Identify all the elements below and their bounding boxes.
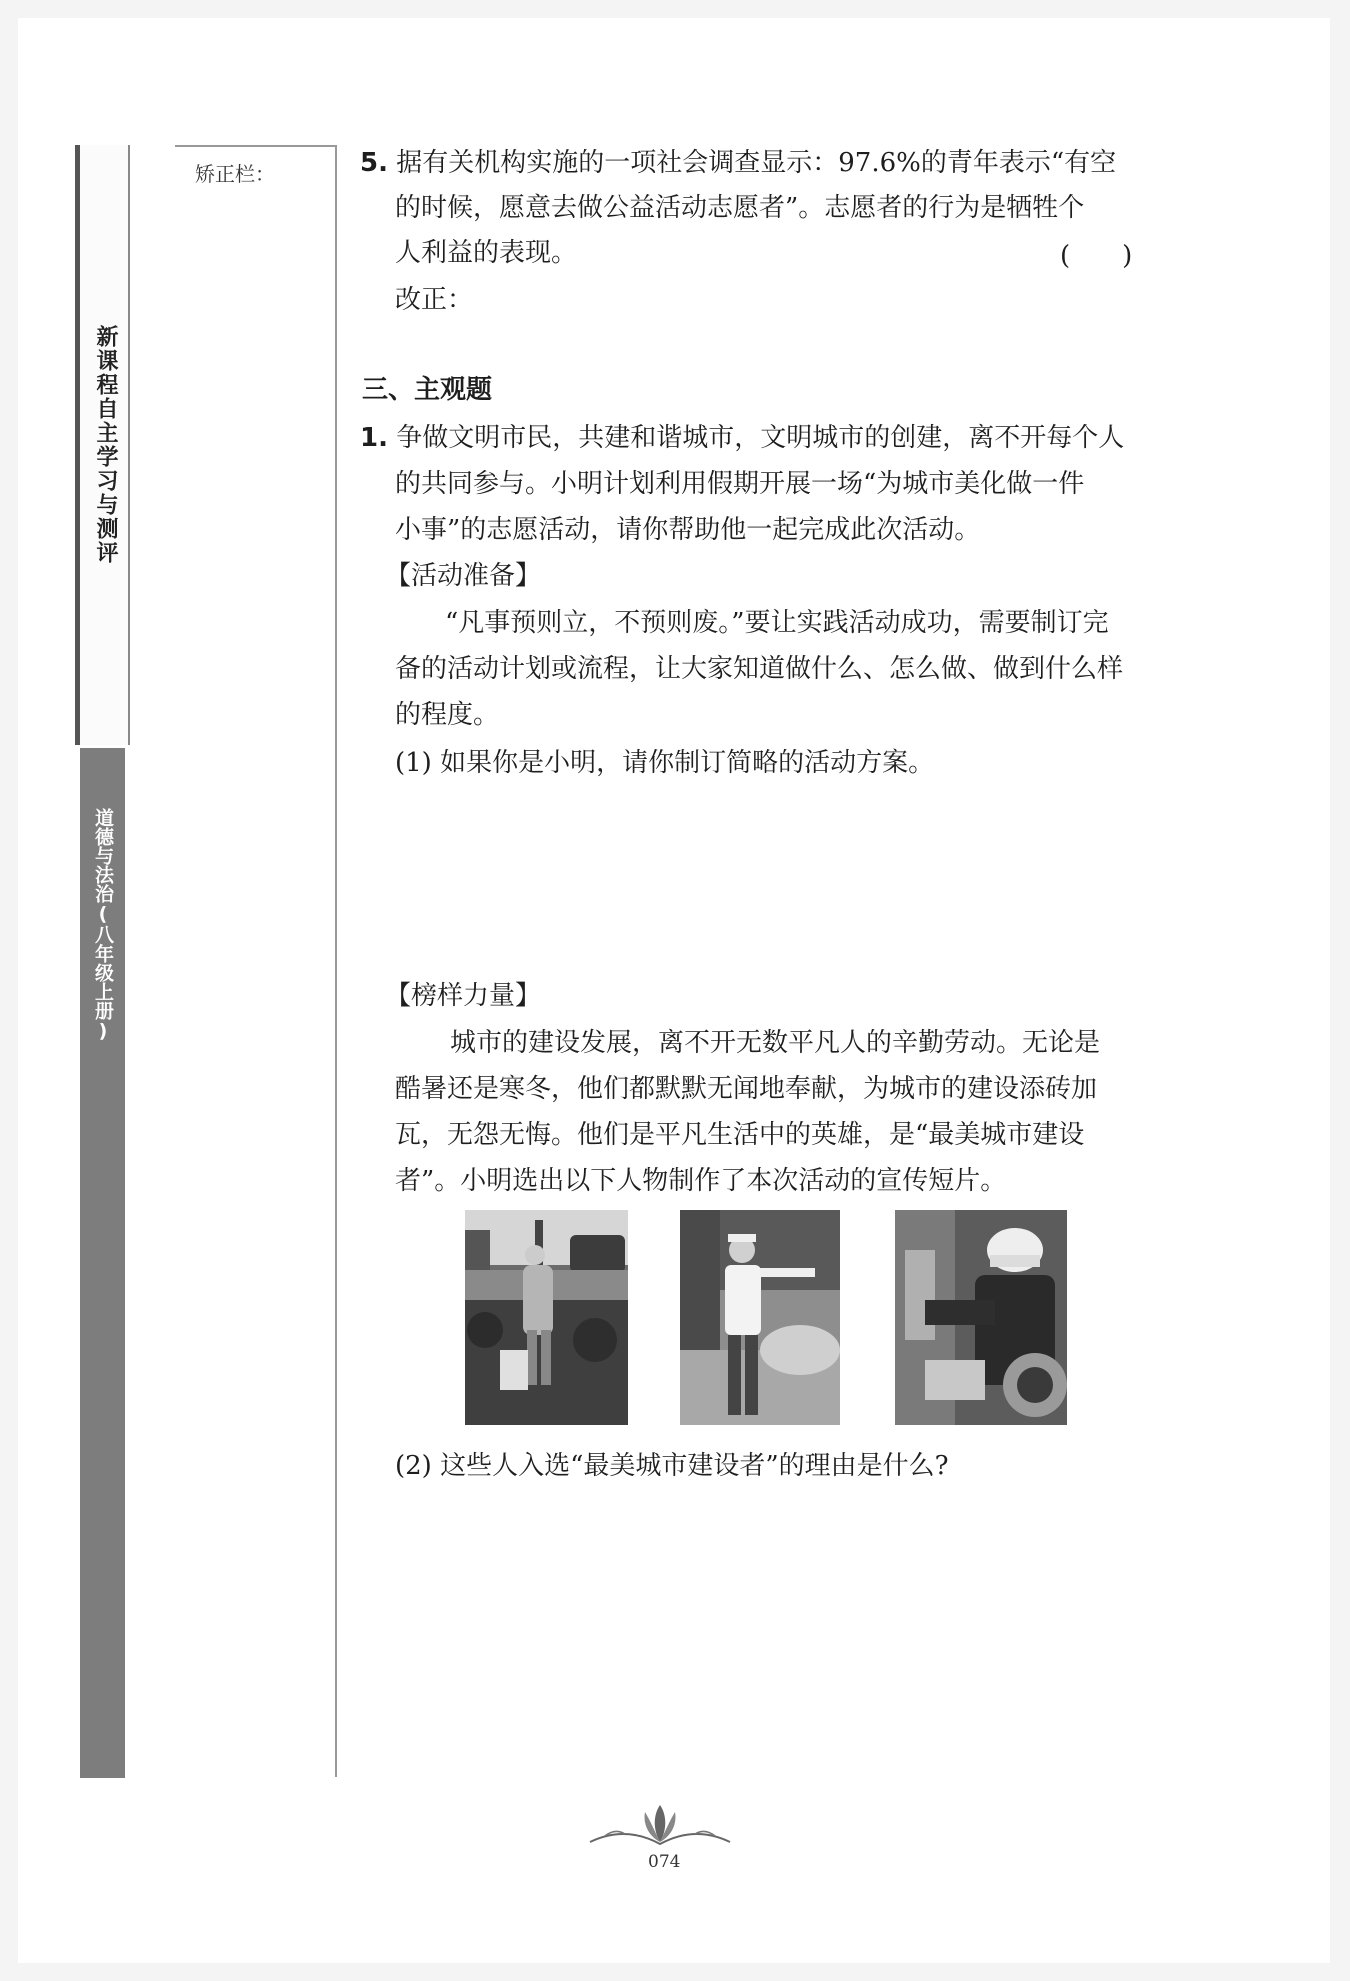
q5-line3: 人利益的表现。 [395, 238, 578, 268]
q1-number: 1. [360, 423, 388, 453]
correction-column [175, 145, 337, 1777]
prep-heading: 【活动准备】 [385, 561, 542, 591]
q5-line2: 的时候，愿意去做公益活动志愿者”。志愿者的行为是牺牲个 [395, 193, 1085, 223]
q5-text-1: 据有关机构实施的一项社会调查显示：97.6%的青年表示“有空 [396, 148, 1117, 178]
footer-ornament-icon [585, 1800, 735, 1854]
prep-paragraph-1: “凡事预则立，不预则废。”要让实践活动成功，需要制订完 [445, 608, 1109, 638]
model-paragraph-4: 者”。小明选出以下人物制作了本次活动的宣传短片。 [395, 1166, 1007, 1196]
q1-line3: 小事”的志愿活动，请你帮助他一起完成此次活动。 [395, 515, 981, 545]
prep-paragraph-2: 备的活动计划或流程，让大家知道做什么、怎么做、做到什么样 [395, 654, 1124, 684]
prep-paragraph-3: 的程度。 [395, 700, 500, 730]
model-paragraph-2: 酷暑还是寒冬，他们都默默无闻地奉献，为城市的建设添砖加 [395, 1074, 1098, 1104]
model-paragraph-1: 城市的建设发展，离不开无数平凡人的辛勤劳动。无论是 [450, 1028, 1101, 1058]
correction-label: 矫正栏： [195, 162, 275, 186]
sub-question-1: (1) 如果你是小明，请你制订简略的活动方案。 [395, 748, 935, 778]
photo-firefighter [895, 1210, 1067, 1425]
q5-number: 5. [360, 148, 388, 178]
photo-street-sweeper [465, 1210, 628, 1425]
section-title: 三、主观题 [362, 375, 493, 405]
q5-line1 [360, 145, 1116, 181]
q5-answer-bracket[interactable]: ( ) [1060, 241, 1133, 271]
q1-line1 [360, 420, 1124, 456]
photo-traffic-police [680, 1210, 840, 1425]
model-paragraph-3: 瓦，无怨无悔。他们是平凡生活中的英雄，是“最美城市建设 [395, 1120, 1085, 1150]
q1-line2: 的共同参与。小明计划利用假期开展一场“为城市美化做一件 [395, 469, 1085, 499]
model-heading: 【榜样力量】 [385, 981, 542, 1011]
q5-correction-label: 改正： [395, 285, 474, 315]
sub-question-2: (2) 这些人入选“最美城市建设者”的理由是什么? [395, 1451, 949, 1481]
page-number: 074 [648, 1852, 681, 1872]
q1-text-1: 争做文明市民，共建和谐城市，文明城市的创建，离不开每个人 [396, 423, 1125, 453]
subject-title: 道德与法治(八年级上册) [92, 808, 114, 1042]
series-title: 新课程自主学习与测评 [93, 325, 118, 565]
